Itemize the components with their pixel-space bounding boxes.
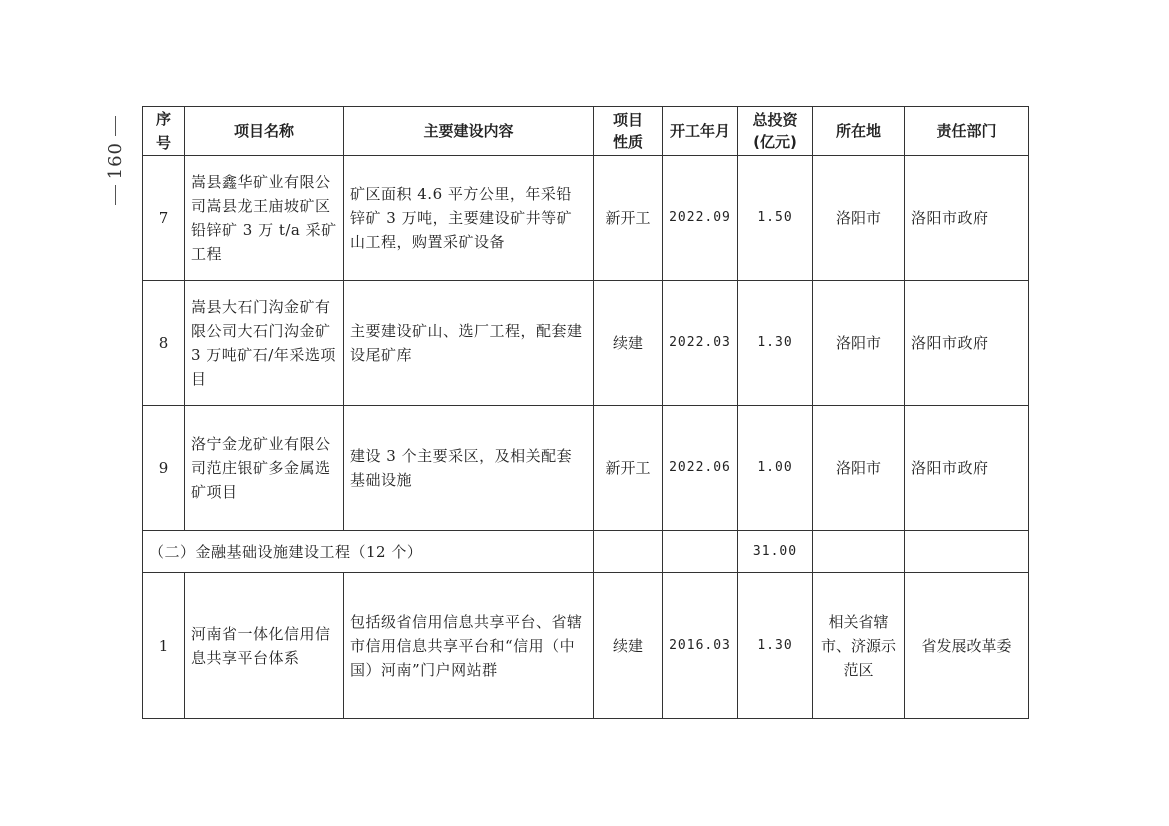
cell-dept: 洛阳市政府	[905, 281, 1029, 406]
section-location-empty	[813, 531, 905, 573]
table-row	[143, 156, 1029, 281]
header-invest-line2: (亿元)	[753, 133, 797, 151]
header-nature-line1: 项目	[612, 111, 643, 129]
cell-name: 洛宁金龙矿业有限公司范庄银矿多金属选矿项目	[185, 406, 344, 531]
table-row	[143, 406, 1029, 531]
cell-invest: 1.30	[738, 573, 813, 719]
cell-invest: 1.30	[738, 281, 813, 406]
cell-dept: 洛阳市政府	[905, 406, 1029, 531]
cell-name: 河南省一体化信用信息共享平台体系	[185, 573, 344, 719]
cell-name: 嵩县鑫华矿业有限公司嵩县龙王庙坡矿区铅锌矿 3 万 t/a 采矿工程	[185, 156, 344, 281]
cell-invest: 1.00	[738, 406, 813, 531]
table-header-row	[143, 107, 1029, 156]
cell-content: 主要建设矿山、选厂工程，配套建设尾矿库	[344, 281, 594, 406]
header-invest	[738, 107, 813, 156]
cell-start: 2022.09	[663, 156, 738, 281]
page-number	[100, 110, 130, 211]
cell-seq: 7	[143, 156, 185, 281]
cell-nature: 续建	[594, 281, 663, 406]
cell-location: 洛阳市	[813, 281, 905, 406]
header-location: 所在地	[813, 107, 905, 156]
table-row	[143, 573, 1029, 719]
header-dept: 责任部门	[905, 107, 1029, 156]
cell-start: 2022.03	[663, 281, 738, 406]
page-number-value: 160	[104, 142, 126, 180]
cell-nature: 新开工	[594, 156, 663, 281]
project-table	[142, 106, 1029, 719]
section-row	[143, 531, 1029, 573]
cell-invest: 1.50	[738, 156, 813, 281]
cell-nature: 新开工	[594, 406, 663, 531]
header-name: 项目名称	[185, 107, 344, 156]
table-row	[143, 281, 1029, 406]
cell-dept: 省发展改革委	[905, 573, 1029, 719]
cell-location: 相关省辖市、济源示范区	[813, 573, 905, 719]
header-content: 主要建设内容	[344, 107, 594, 156]
cell-name: 嵩县大石门沟金矿有限公司大石门沟金矿 3 万吨矿石/年采选项目	[185, 281, 344, 406]
header-seq: 序号	[143, 107, 185, 156]
cell-content: 建设 3 个主要采区，及相关配套基础设施	[344, 406, 594, 531]
cell-start: 2022.06	[663, 406, 738, 531]
section-start-empty	[663, 531, 738, 573]
cell-seq: 8	[143, 281, 185, 406]
cell-content: 包括级省信用信息共享平台、省辖市信用信息共享平台和“信用（中国）河南”门户网站群	[344, 573, 594, 719]
section-dept-empty	[905, 531, 1029, 573]
cell-content: 矿区面积 4.6 平方公里，年采铅锌矿 3 万吨，主要建设矿井等矿山工程，购置采矿设备	[344, 156, 594, 281]
cell-seq: 1	[143, 573, 185, 719]
header-start: 开工年月	[663, 107, 738, 156]
cell-nature: 续建	[594, 573, 663, 719]
cell-dept: 洛阳市政府	[905, 156, 1029, 281]
cell-seq: 9	[143, 406, 185, 531]
cell-location: 洛阳市	[813, 156, 905, 281]
page-number-dash-top	[115, 116, 116, 136]
cell-start: 2016.03	[663, 573, 738, 719]
header-invest-line1: 总投资	[752, 111, 798, 129]
header-nature-line2: 性质	[612, 133, 643, 151]
section-invest: 31.00	[738, 531, 813, 573]
section-nature-empty	[594, 531, 663, 573]
header-nature	[594, 107, 663, 156]
page-number-dash-bottom	[115, 185, 116, 205]
section-title: （二）金融基础设施建设工程（12 个）	[143, 531, 594, 573]
cell-location: 洛阳市	[813, 406, 905, 531]
